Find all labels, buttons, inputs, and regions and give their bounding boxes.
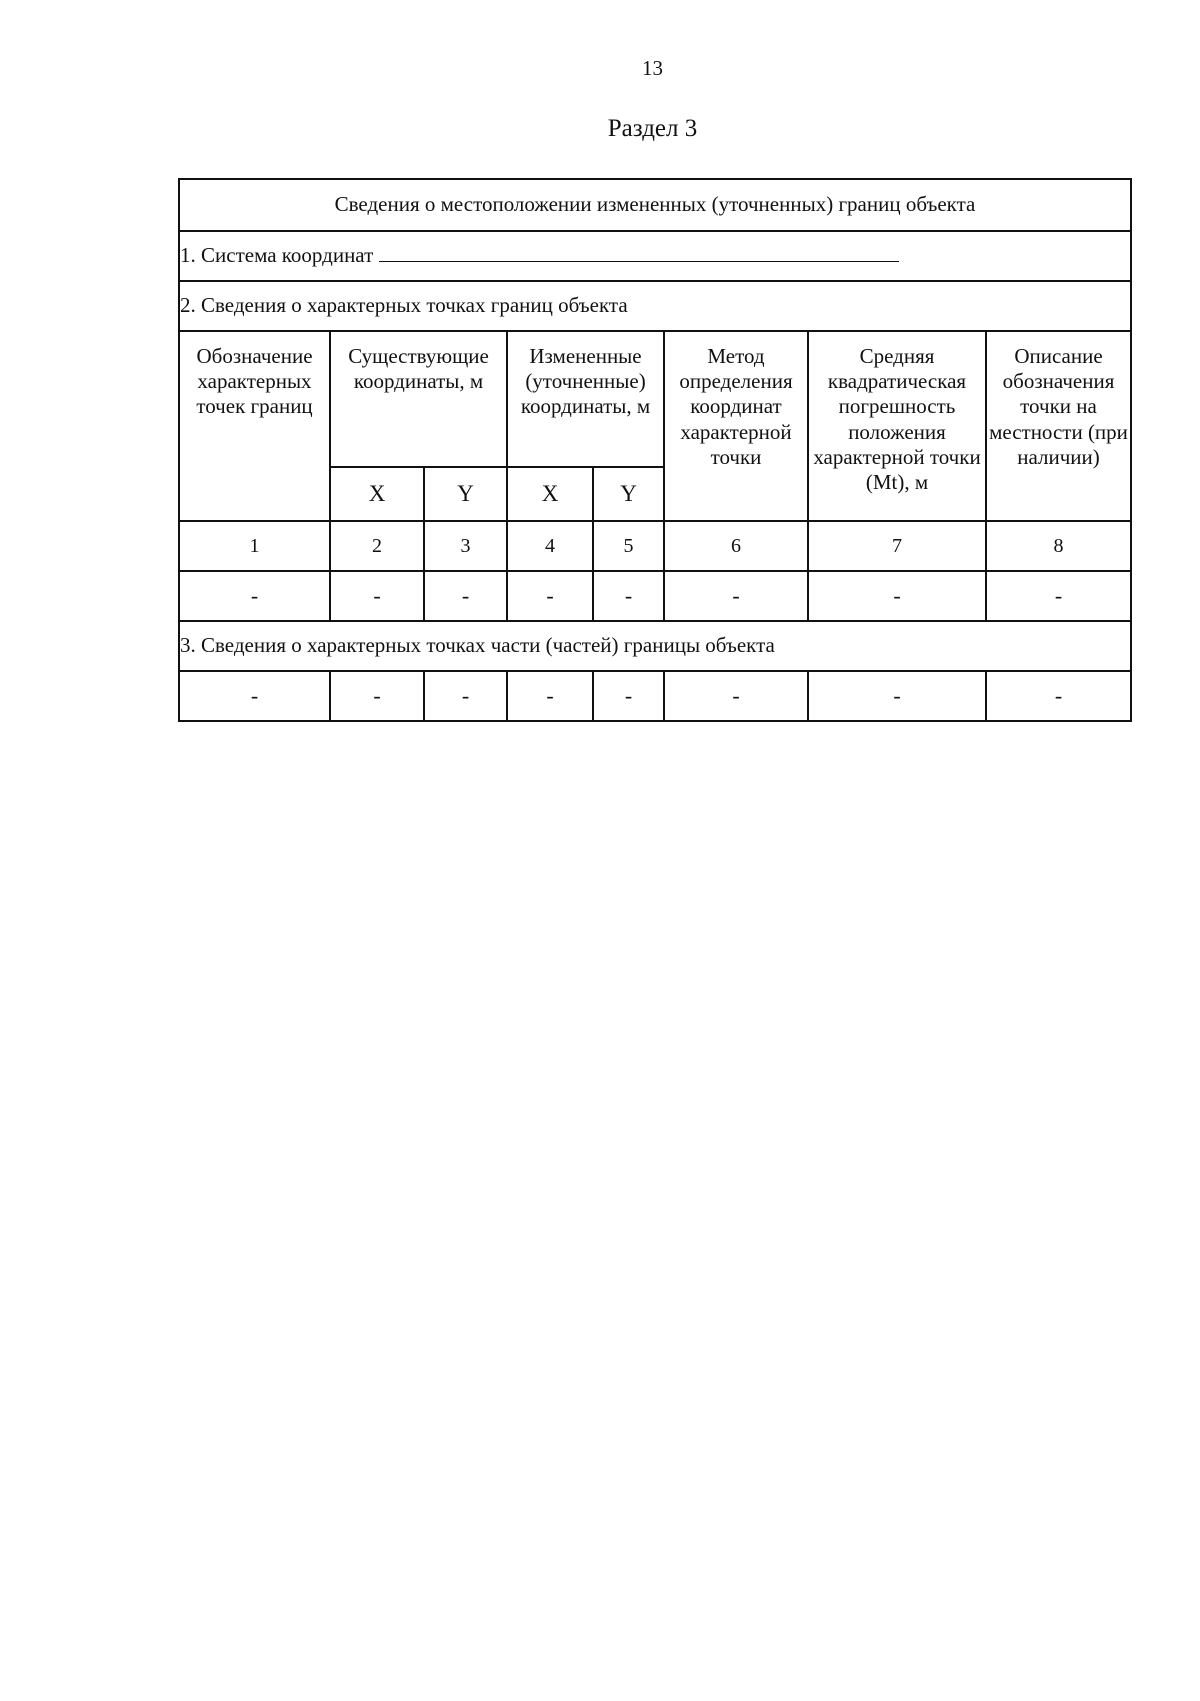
coordinate-system-field[interactable]	[379, 243, 899, 262]
table-cell: -	[507, 571, 593, 621]
section-title: Раздел 3	[607, 115, 698, 142]
page-number: 13	[642, 56, 663, 80]
table-cell: -	[424, 571, 507, 621]
header-changed-coordinates: Измененные (уточненные) координаты, м	[507, 331, 664, 467]
column-number: 4	[507, 521, 593, 571]
points-heading: 2. Сведения о характерных точках границ объекта	[179, 281, 1131, 331]
table-cell: -	[424, 671, 507, 721]
table-cell: -	[330, 671, 424, 721]
coordinate-system-row	[179, 231, 1131, 281]
column-number: 1	[179, 521, 330, 571]
header-changed-x: X	[507, 467, 593, 521]
header-existing-x: X	[330, 467, 424, 521]
table-cell: -	[808, 571, 986, 621]
header-mean-square-error: Средняя квадратическая погрешность положения характерной точки (Mt), м	[808, 331, 986, 521]
table-cell: -	[179, 571, 330, 621]
column-number: 5	[593, 521, 664, 571]
column-number: 2	[330, 521, 424, 571]
points-data-row	[179, 571, 1131, 621]
header-point-description: Описание обозначения точки на местности (при наличии)	[986, 331, 1131, 521]
column-numbers-row	[179, 521, 1131, 571]
column-number: 3	[424, 521, 507, 571]
table-cell: -	[593, 571, 664, 621]
table-cell: -	[808, 671, 986, 721]
table-cell: -	[664, 571, 808, 621]
column-number: 8	[986, 521, 1131, 571]
table-cell: -	[507, 671, 593, 721]
header-method: Метод определения координат характерной точки	[664, 331, 808, 521]
table-cell: -	[986, 671, 1131, 721]
parts-data-row	[179, 671, 1131, 721]
table-title: Сведения о местоположении измененных (уточненных) границ объекта	[179, 179, 1131, 231]
table-cell: -	[664, 671, 808, 721]
header-changed-y: Y	[593, 467, 664, 521]
table-cell: -	[179, 671, 330, 721]
table-cell: -	[593, 671, 664, 721]
header-existing-y: Y	[424, 467, 507, 521]
table-cell: -	[330, 571, 424, 621]
header-existing-coordinates: Существующие координаты, м	[330, 331, 507, 467]
column-number: 7	[808, 521, 986, 571]
column-number: 6	[664, 521, 808, 571]
table-cell: -	[986, 571, 1131, 621]
coordinate-system-label: 1. Система координат	[180, 243, 374, 268]
parts-heading: 3. Сведения о характерных точках части (частей) границы объекта	[179, 621, 1131, 671]
header-designation: Обозначение характерных точек границ	[179, 331, 330, 521]
boundary-info-table	[178, 178, 1132, 722]
